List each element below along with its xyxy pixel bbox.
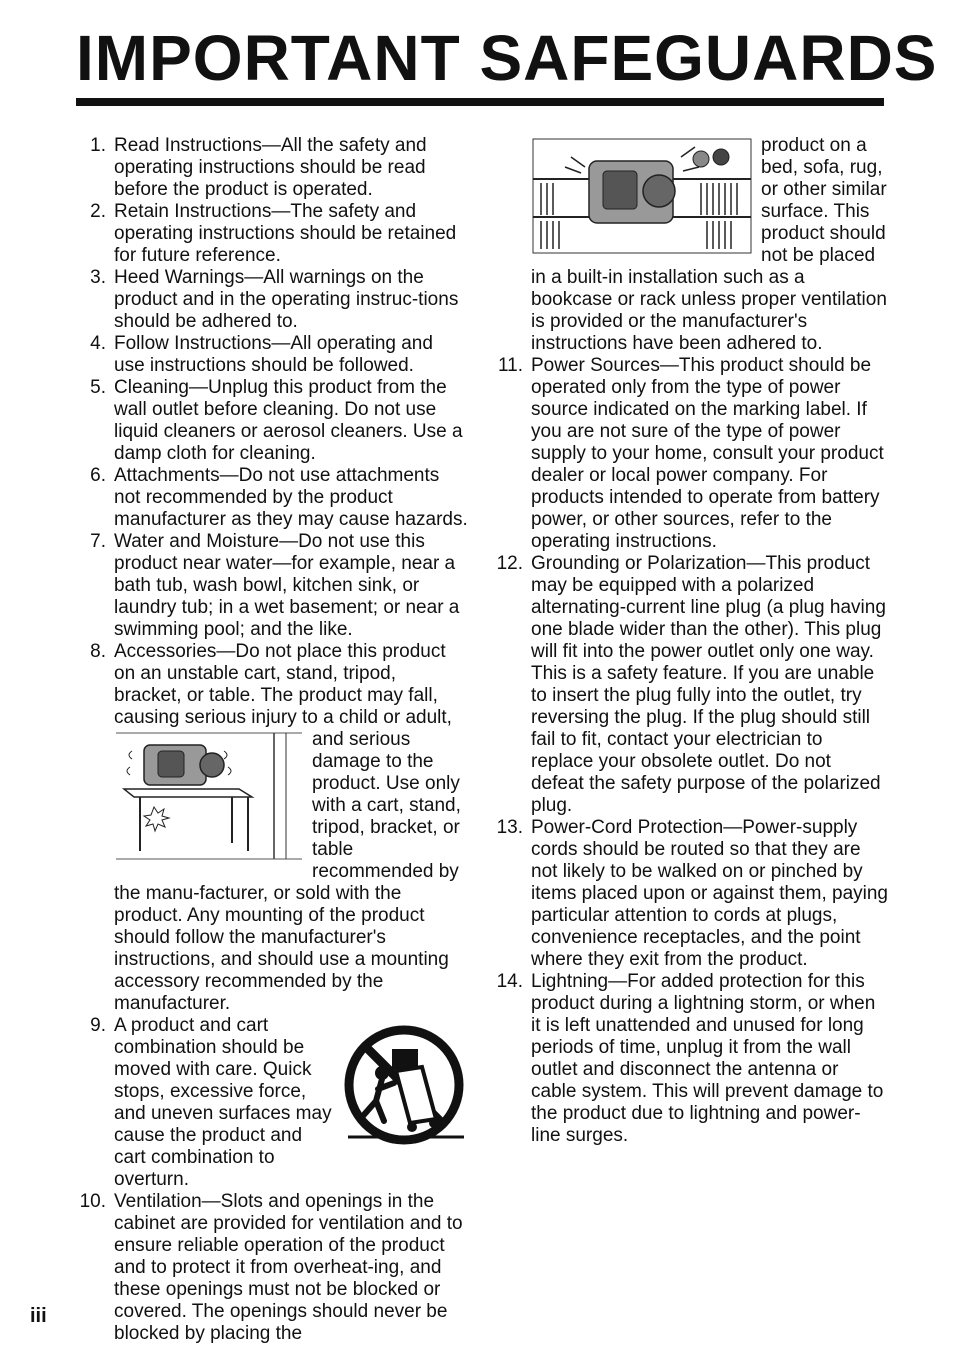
- list-item: 13. Power-Cord Protection—Power-supply cords should be routed so that they are not likely to be walked on or pinched by items placed upon or against them, paying particular attention to cords at plugs, convenience receptacles, and the point where they exit from the product.: [496, 817, 888, 970]
- list-item: 10. Ventilation—Slots and openings in the cabinet are provided for ventilation and to ensure reliable operation of the product and to protect it from overheat-ing, and these openings must not be blocked or covered. The openings should never be blocked by placing the: [79, 1191, 463, 1344]
- camcorder-on-table-illustration: [114, 731, 304, 861]
- list-item: 1. Read Instructions—All the safety and operating instructions should be read before the product is operated.: [90, 135, 427, 200]
- list-item: 5. Cleaning—Unplug this product from the wall outlet before cleaning. Do not use liquid cleaners or aerosol cleaners. Use a damp cloth for cleaning.: [90, 377, 463, 464]
- list-item: 7. Water and Moisture—Do not use this product near water—for example, near a bath tub, wash bowl, kitchen sink, or laundry tub; in a wet basement; or near a swimming pool; and the like.: [90, 531, 460, 640]
- title-rule: [76, 98, 884, 106]
- page-title: IMPORTANT SAFEGUARDS: [76, 22, 938, 94]
- list-item: 3. Heed Warnings—All warnings on the product and in the operating instruc-tions should be adhered to.: [90, 267, 459, 332]
- list-item: 11. Power Sources—This product should be operated only from the type of power source indicated on the marking label. If you are not sure of the type of power supply to your home, consult your product dealer or local power company. For products intended to operate from battery power, or other sources, refer to the operating instructions.: [497, 355, 884, 552]
- list-item: 8. Accessories—Do not place this product on an unstable cart, stand, tripod, bracket, or table. The product may fall, causing serious injury to a child or adult, and serious damage to the product. Use only with a cart, stand, tripod, bracket, or table recommended by the manu-facturer, or sold with the product. Any mounting of the product should follow the manufacturer's instructions, and should use a mounting accessory recommended by the manufacturer.: [90, 641, 461, 1014]
- list-item: 14. Lightning—For added protection for this product during a lightning storm, or when it is left unattended and unused for long periods of time, unplug it from the wall outlet and disconnect the antenna or cable system. This will prevent damage to the product due to lightning and power-line surges.: [496, 971, 884, 1146]
- cart-tip-over-warning-icon: [338, 1019, 468, 1149]
- list-item: 9. A product and cart combination should be moved with care. Quick stops, excessive force, and uneven surfaces may cause the product and cart combination to overturn.: [76, 1015, 468, 1191]
- right-column: [493, 135, 888, 1147]
- list-item: 4. Follow Instructions—All operating and use instructions should be followed.: [90, 333, 433, 376]
- camcorder-in-bookcase-illustration: [531, 137, 753, 255]
- list-item-continued: product on a bed, sofa, rug, or other similar surface. This product should not be placed in a built-in installation such as a bookcase or rack unless proper ventilation is provided or the manufacturer's instructions have been adhered to.: [531, 135, 887, 354]
- list-item: 2. Retain Instructions—The safety and operating instructions should be retained for future reference.: [90, 201, 457, 266]
- left-column: [76, 135, 468, 1345]
- list-item: 12. Grounding or Polarization—This product may be equipped with a polarized alternating-current line plug (a plug having one blade wider than the other). This plug will fit into the power outlet only one way. This is a safety feature. If you are unable to insert the plug fully into the outlet, try reversing the plug. If the plug should still fail to fit, contact your electrician to replace your obsolete outlet. Do not defeat the safety purpose of the polarized plug.: [496, 553, 886, 816]
- list-item: 6. Attachments—Do not use attachments not recommended by the product manufacturer as they may cause hazards.: [90, 465, 468, 530]
- page-number: iii: [30, 1305, 47, 1327]
